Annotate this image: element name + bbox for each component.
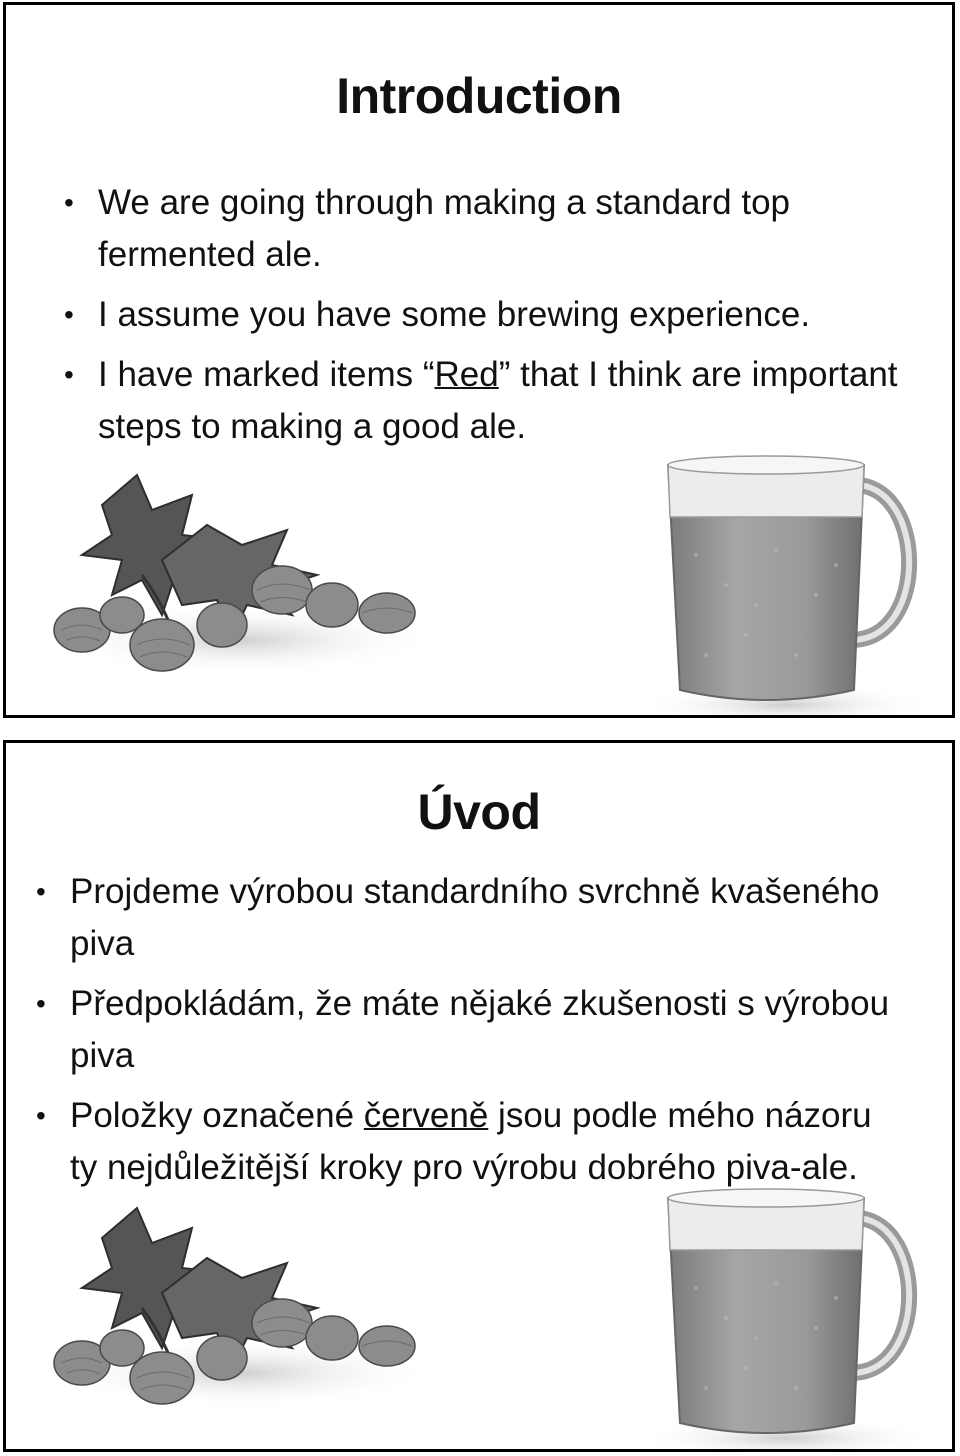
bullet-item <box>64 349 918 453</box>
beer-mug-illustration <box>656 455 946 718</box>
bullet-text: jsou podle mého názoru ty nejdůležitější kroky pro výrobu dobrého piva-ale. <box>70 1096 882 1187</box>
hops-illustration <box>42 1198 442 1418</box>
bullet-item <box>64 289 918 341</box>
bullet-text: Projdeme výrobou standardního svrchně kvašeného piva <box>70 872 890 963</box>
bullet-list <box>64 177 918 461</box>
hops-illustration <box>42 465 442 685</box>
bullet-text: We are going through making a standard top fermented ale. <box>98 183 800 274</box>
bullet-text: ” that I think are important steps to making a good ale. <box>98 355 908 446</box>
slide-introduction <box>3 2 955 718</box>
bullet-text: Předpokládám, že máte nějaké zkušenosti s výrobou piva <box>70 984 899 1075</box>
bullet-text: Položky označené <box>70 1096 364 1135</box>
bullet-item <box>36 1090 890 1194</box>
bullet-list <box>36 866 899 1202</box>
bullet-icon: • <box>36 1100 46 1131</box>
slide-title: Introduction <box>336 68 622 124</box>
slide-title: Úvod <box>417 784 541 840</box>
slide-uvod <box>3 740 955 1452</box>
bullet-icon: • <box>36 988 46 1019</box>
bullet-icon: • <box>64 187 74 218</box>
bullet-icon: • <box>36 876 46 907</box>
bullet-item <box>36 866 890 970</box>
highlight-word: Red <box>434 355 499 394</box>
bullet-item <box>36 978 899 1082</box>
bullet-icon: • <box>64 299 74 330</box>
highlight-word: červeně <box>363 1096 489 1135</box>
bullet-icon: • <box>64 359 74 390</box>
beer-mug-illustration <box>656 1188 946 1452</box>
bullet-text: I have marked items “ <box>98 355 435 394</box>
bullet-text: I assume you have some brewing experience. <box>98 295 811 334</box>
bullet-item <box>64 177 918 281</box>
